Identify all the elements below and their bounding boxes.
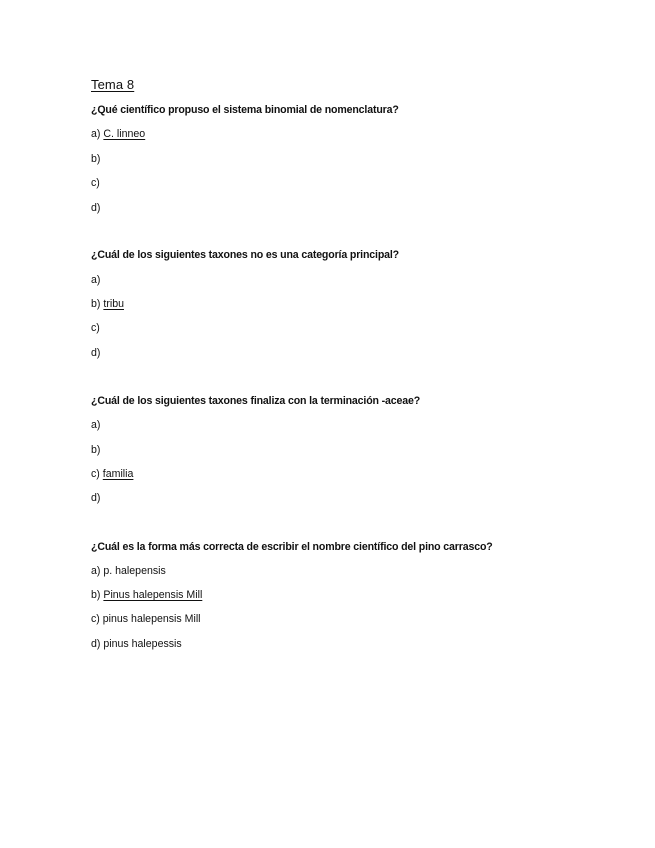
question-1-option-b [91, 153, 100, 165]
question-2-option-b [91, 298, 124, 310]
page-title: Tema 8 [91, 77, 135, 92]
option-letter: a) [91, 565, 101, 577]
question-4-option-b [91, 589, 202, 601]
question-1-option-a [91, 128, 145, 140]
option-text: p. halepensis [103, 565, 166, 577]
question-4-option-a [91, 565, 166, 577]
option-letter: a) [91, 419, 101, 431]
option-letter: d) [91, 638, 101, 650]
question-3: ¿Cuál de los siguientes taxones finaliza con la terminación -aceae? [91, 395, 421, 407]
question-4: ¿Cuál es la forma más correcta de escribir el nombre científico del pino carrasco? [91, 541, 493, 553]
option-letter: d) [91, 202, 101, 214]
question-1-option-d [91, 202, 100, 214]
question-2: ¿Cuál de los siguientes taxones no es una categoría principal? [91, 249, 400, 261]
question-3-option-c [91, 468, 133, 480]
question-3-option-a [91, 419, 100, 431]
option-letter: a) [91, 274, 101, 286]
option-text: pinus halepessis [103, 638, 182, 650]
option-letter: c) [91, 613, 100, 625]
question-2-option-c [91, 322, 100, 334]
option-answer: familia [102, 468, 134, 480]
option-answer: tribu [103, 298, 124, 310]
option-letter: d) [91, 347, 101, 359]
question-4-option-c [91, 613, 201, 625]
option-letter: b) [91, 589, 101, 601]
option-answer: C. linneo [103, 128, 146, 140]
question-2-option-d [91, 347, 100, 359]
option-letter: c) [91, 468, 100, 480]
option-letter: c) [91, 177, 100, 189]
option-text: pinus halepensis Mill [102, 613, 201, 625]
question-2-option-a [91, 274, 100, 286]
option-letter: b) [91, 444, 101, 456]
question-3-option-d [91, 492, 100, 504]
option-letter: c) [91, 322, 100, 334]
question-1-option-c [91, 177, 100, 189]
option-letter: b) [91, 298, 101, 310]
option-answer: Pinus halepensis Mill [103, 589, 203, 601]
question-4-option-d [91, 638, 182, 650]
question-3-option-b [91, 444, 100, 456]
option-letter: b) [91, 153, 101, 165]
option-letter: a) [91, 128, 101, 140]
question-1: ¿Qué científico propuso el sistema binomial de nomenclatura? [91, 104, 399, 116]
option-letter: d) [91, 492, 101, 504]
